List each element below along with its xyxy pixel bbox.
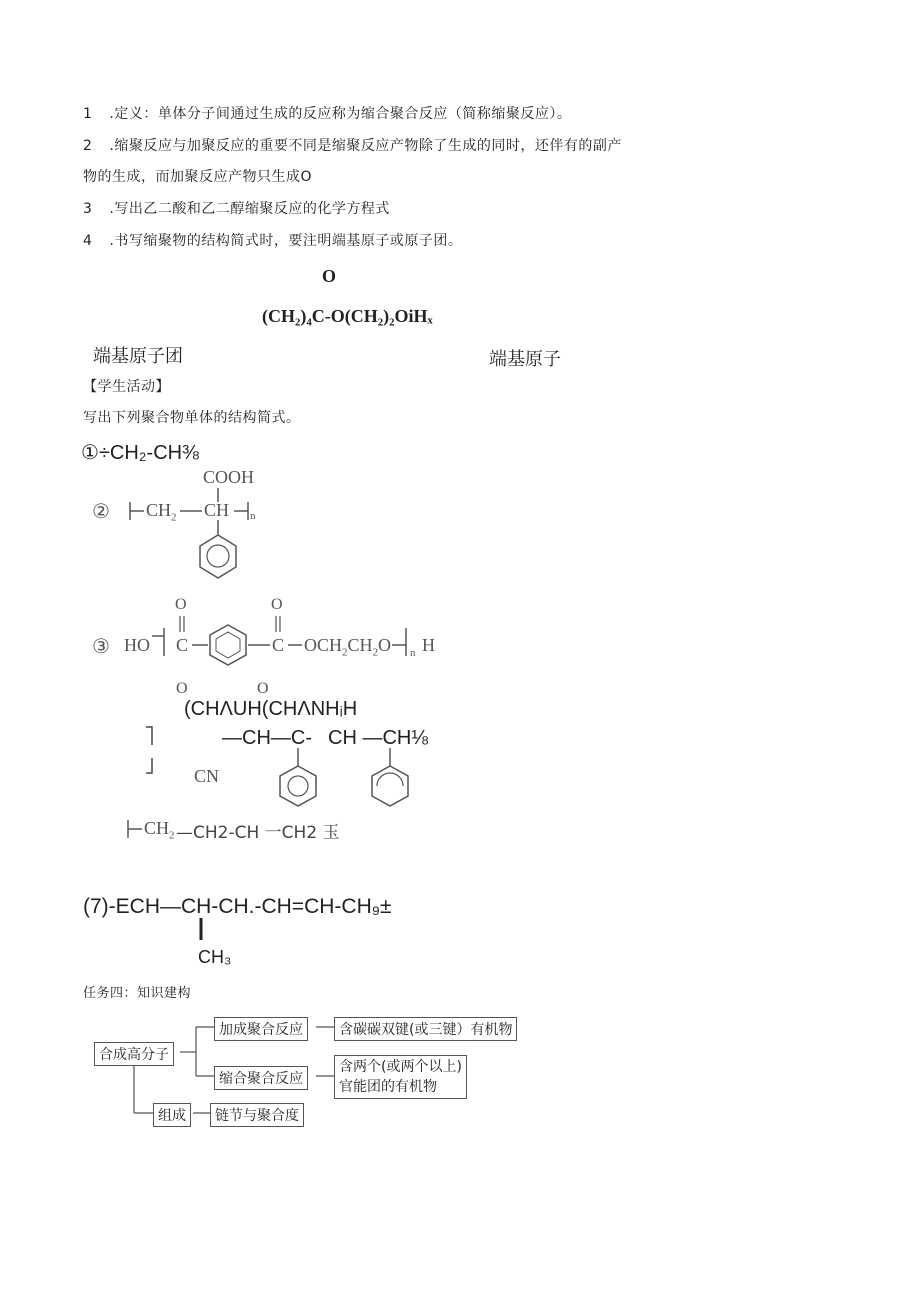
line-1-text: .定义：单体分子间通过生成的反应称为缩合聚合反应（简称缩聚反应）。	[109, 106, 572, 122]
item-4-mid2: CH —CH⅛	[328, 727, 429, 749]
line-2-number: 2	[83, 138, 93, 154]
item-5-ch: CH	[144, 818, 170, 838]
item-4-o-b: O	[257, 680, 269, 697]
item-3-och: OCH	[304, 635, 343, 655]
line-2-text: .缩聚反应与加聚反应的重要不同是缩聚反应产物除了生成的同时，还伴有的副产	[109, 138, 622, 154]
item-4-mid: —CH—C-	[222, 727, 312, 749]
node-addition-description: 含碳碳双键(或三键）有机物	[334, 1017, 517, 1041]
line-2-continued: 物的生成，而加聚反应产物只生成O	[83, 169, 313, 185]
formula-o-top: O	[322, 266, 337, 286]
item-3-o2: O	[271, 596, 283, 613]
item-3-ch: CH	[347, 635, 373, 655]
node-composition: 组成	[153, 1103, 191, 1127]
item-5-rest: —CH2-CH 一CH2 玉	[176, 823, 340, 843]
item-3-sub-b: 2	[372, 646, 379, 659]
node-condensation-description-line-2: 官能团的有机物	[339, 1079, 437, 1095]
item-3-o1: O	[175, 596, 187, 613]
item-3-c2: C	[272, 635, 285, 655]
node-composition-description: 链节与聚合度	[210, 1103, 304, 1127]
item-4-top: (CHΛUH(CHΛNHᵢH	[184, 698, 358, 720]
line-4-text: .书写缩聚物的结构简式时，要注明端基原子或原子团。	[109, 233, 463, 249]
node-condensation-polymerization: 缩合聚合反应	[214, 1066, 308, 1090]
item-3-number: ③	[92, 636, 110, 658]
item-4-o-a: O	[176, 680, 188, 697]
activity-heading: 【学生活动】	[83, 379, 170, 395]
node-condensation-description	[334, 1055, 467, 1099]
item-3-h: H	[422, 635, 435, 655]
line-3-text: .写出乙二酸和乙二醇缩聚反应的化学方程式	[109, 201, 390, 217]
item-4-cn: CN	[194, 766, 220, 786]
node-condensation-description-line-1: 含两个(或两个以上)	[339, 1059, 462, 1075]
item-3-c1: C	[176, 635, 189, 655]
item-3-ho: HO	[124, 635, 150, 655]
item-1-formula: ①÷CH₂-CH⅜	[81, 442, 199, 464]
item-3-n: n	[410, 647, 416, 659]
node-addition-polymerization: 加成聚合反应	[214, 1017, 308, 1041]
item-2-ch-sub: 2	[171, 511, 177, 524]
item-7-main: (7)-ECH—CH-CH.-CH=CH-CH₉±	[83, 895, 392, 918]
item-3-sub-a: 2	[342, 646, 348, 659]
item-2-n: n	[250, 510, 256, 522]
line-1-number: 1	[83, 106, 93, 122]
line-4-number: 4	[83, 233, 93, 249]
end-group-left-label: 端基原子团	[93, 346, 183, 367]
item-2-ch-a: CH	[146, 500, 172, 520]
item-2-number: ②	[92, 501, 110, 523]
node-root: 合成高分子	[94, 1042, 174, 1066]
formula-main: (CH₂)₄C-O(CH₂)₂OiHₓ	[262, 306, 433, 326]
end-group-right-label: 端基原子	[489, 349, 561, 370]
item-3-o: O	[378, 635, 392, 655]
activity-instruction: 写出下列聚合物单体的结构简式。	[83, 410, 301, 426]
item-7-ch3: CH₃	[198, 947, 232, 967]
task-heading: 任务四：知识建构	[83, 986, 192, 1001]
line-3-number: 3	[83, 201, 93, 217]
item-2-cooh: COOH	[203, 467, 255, 487]
item-2-ch-b: CH	[204, 500, 230, 520]
item-5-sub: 2	[169, 829, 175, 842]
